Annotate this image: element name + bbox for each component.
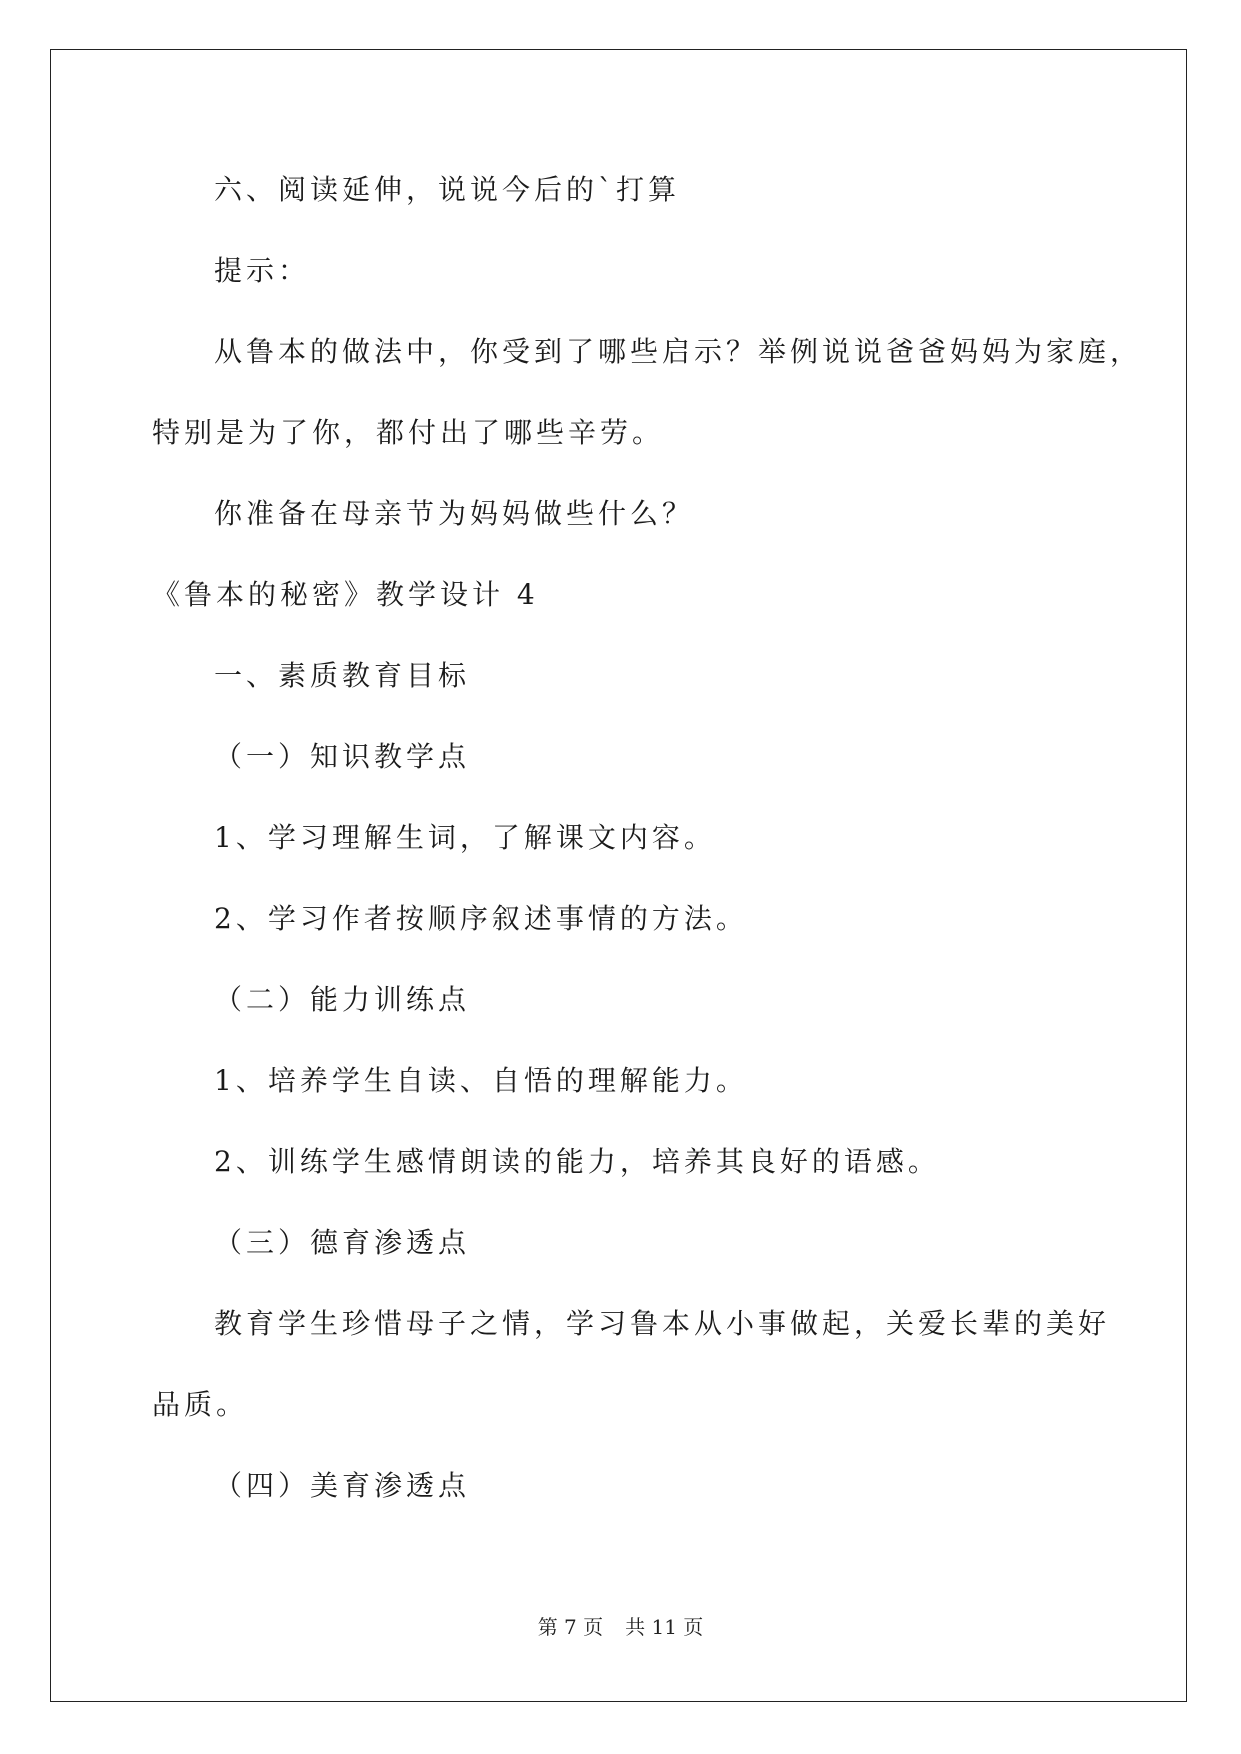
list-item-ability-2: 2、训练学生感情朗读的能力，培养其良好的语感。	[214, 1145, 940, 1178]
heading-education-goals: 一、素质教育目标	[214, 659, 471, 692]
subheading-aesthetic: （四）美育渗透点	[214, 1469, 471, 1502]
page-number-current: 第 7 页	[537, 1615, 604, 1639]
paragraph-question-2: 你准备在母亲节为妈妈做些什么？	[214, 497, 695, 530]
paragraph-question-1: 从鲁本的做法中，你受到了哪些启示？举例说说爸爸妈妈为家庭，	[214, 335, 1143, 368]
page-border	[50, 49, 1187, 1702]
paragraph-moral: 教育学生珍惜母子之情，学习鲁本从小事做起，关爱长辈的美好	[214, 1307, 1111, 1340]
page-number-total: 共 11 页	[625, 1615, 704, 1639]
paragraph-hint-label: 提示：	[214, 254, 311, 287]
section-title: 《鲁本的秘密》教学设计 4	[152, 578, 539, 611]
subheading-moral: （三）德育渗透点	[214, 1226, 471, 1259]
paragraph-moral-cont: 品质。	[152, 1388, 249, 1421]
subheading-knowledge: （一）知识教学点	[214, 740, 471, 773]
list-item-knowledge-2: 2、学习作者按顺序叙述事情的方法。	[214, 902, 748, 935]
heading-reading-extension: 六、阅读延伸，说说今后的`打算	[214, 173, 681, 206]
subheading-ability: （二）能力训练点	[214, 983, 471, 1016]
paragraph-question-1-cont: 特别是为了你，都付出了哪些辛劳。	[152, 416, 665, 449]
list-item-knowledge-1: 1、学习理解生词，了解课文内容。	[214, 821, 716, 854]
page-footer	[0, 1615, 1241, 1639]
list-item-ability-1: 1、培养学生自读、自悟的理解能力。	[214, 1064, 748, 1097]
